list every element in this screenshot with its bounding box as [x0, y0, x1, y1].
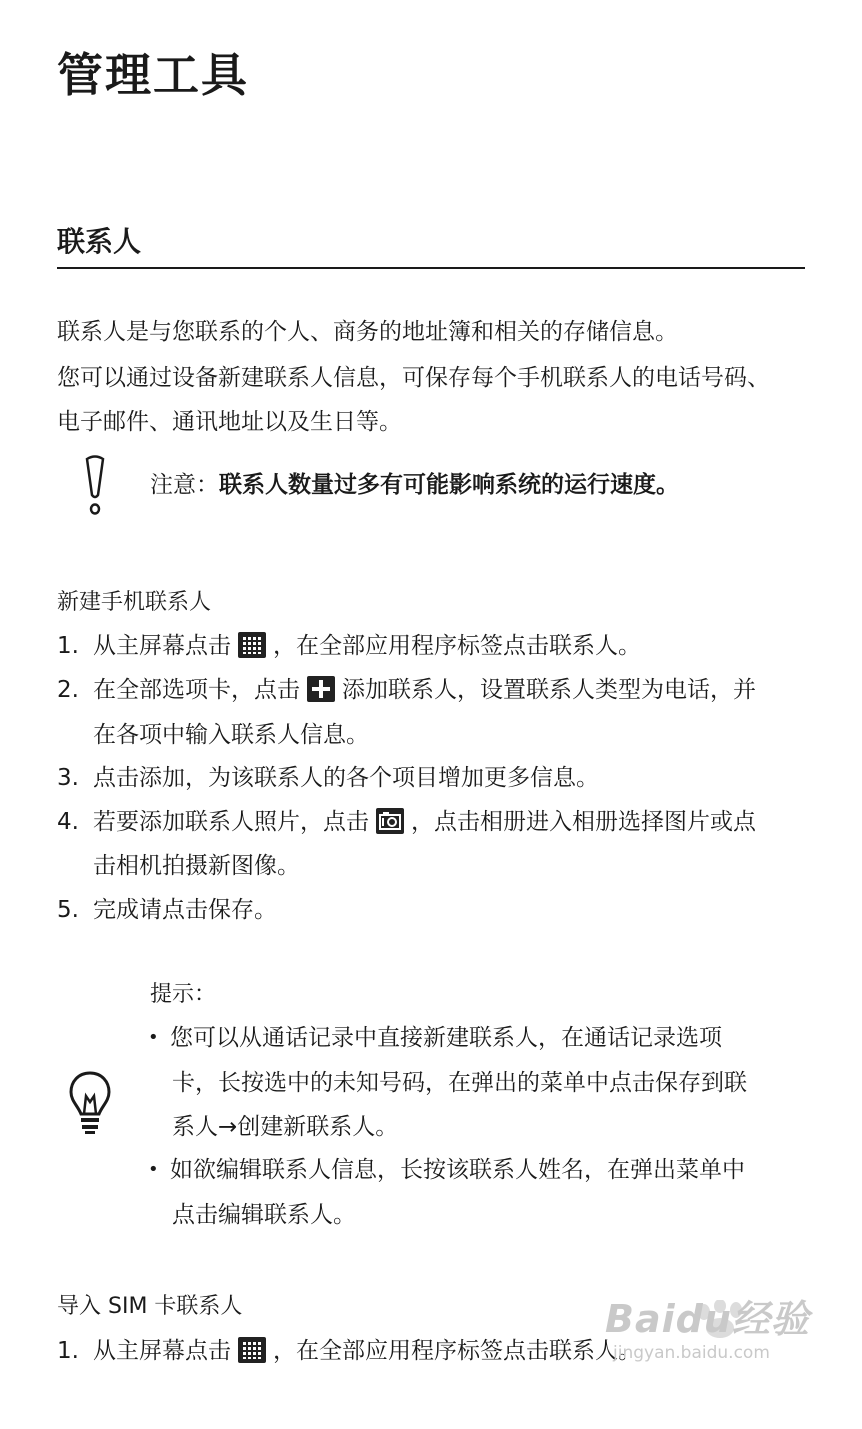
tip-1-line-1: 您可以从通话记录中直接新建联系人，在通话记录选项: [170, 1025, 722, 1051]
intro-line-2: 您可以通过设备新建联系人信息，可保存每个手机联系人的电话号码、: [57, 365, 770, 391]
intro-line-1: 联系人是与您联系的个人、商务的地址簿和相关的存储信息。: [57, 319, 678, 345]
step-number: 4.: [57, 809, 79, 835]
note-body: 联系人数量过多有可能影响系统的运行速度。: [219, 472, 679, 498]
step-2: [57, 675, 756, 711]
step-text: 完成请点击保存。: [93, 897, 277, 923]
step-5: [57, 895, 277, 925]
import-sim-heading: 导入 SIM 卡联系人: [57, 1294, 243, 1319]
step-text: 在全部选项卡，点击: [93, 677, 300, 703]
tip-1-line-3: 系人→创建新联系人。: [172, 1114, 399, 1140]
watermark-url: jingyan.baidu.com: [613, 1343, 770, 1363]
step-number: 1.: [57, 633, 79, 659]
all-apps-grid-icon: [237, 631, 267, 667]
add-plus-icon: [306, 675, 336, 711]
tips-heading: 提示：: [150, 982, 217, 1007]
step-text: 点击添加，为该联系人的各个项目增加更多信息。: [93, 765, 599, 791]
baidu-watermark: [605, 1296, 810, 1364]
new-contact-heading: 新建手机联系人: [57, 590, 212, 615]
lightbulb-icon: [68, 1070, 112, 1140]
tip-1-line-2: 卡，长按选中的未知号码，在弹出的菜单中点击保存到联: [172, 1070, 747, 1096]
step-number: 1.: [57, 1338, 79, 1364]
watermark-brand: Baidu经验: [605, 1297, 810, 1341]
bullet-dot: •: [148, 1159, 159, 1180]
step-number: 3.: [57, 765, 79, 791]
section-title: 联系人: [57, 225, 142, 258]
page-title: 管理工具: [57, 48, 249, 102]
step-text: ，点击相册进入相册选择图片或点: [411, 809, 756, 835]
step-2-cont: 在各项中输入联系人信息。: [93, 722, 369, 748]
section-divider: [57, 267, 805, 269]
step-text: 若要添加联系人照片，点击: [93, 809, 369, 835]
sim-step-1: [57, 1336, 641, 1372]
camera-icon: [375, 807, 405, 843]
note-text: [150, 470, 679, 500]
step-text: 添加联系人，设置联系人类型为电话，并: [342, 677, 756, 703]
step-1: [57, 631, 641, 667]
step-text: ，在全部应用程序标签点击联系人。: [273, 1338, 641, 1364]
tip-2-line-2: 点击编辑联系人。: [172, 1202, 356, 1228]
step-3: [57, 763, 599, 793]
step-text: 从主屏幕点击: [93, 1338, 231, 1364]
step-number: 5.: [57, 897, 79, 923]
warning-icon: [84, 455, 106, 521]
step-text: 从主屏幕点击: [93, 633, 231, 659]
step-text: ，在全部应用程序标签点击联系人。: [273, 633, 641, 659]
bullet-dot: •: [148, 1027, 159, 1048]
step-number: 2.: [57, 677, 79, 703]
step-4-cont: 击相机拍摄新图像。: [93, 853, 300, 879]
step-4: [57, 807, 756, 843]
intro-line-3: 电子邮件、通讯地址以及生日等。: [57, 409, 402, 435]
all-apps-grid-icon: [237, 1336, 267, 1372]
note-prefix: 注意：: [150, 472, 219, 498]
tip-2-line-1: 如欲编辑联系人信息，长按该联系人姓名，在弹出菜单中: [170, 1157, 745, 1183]
